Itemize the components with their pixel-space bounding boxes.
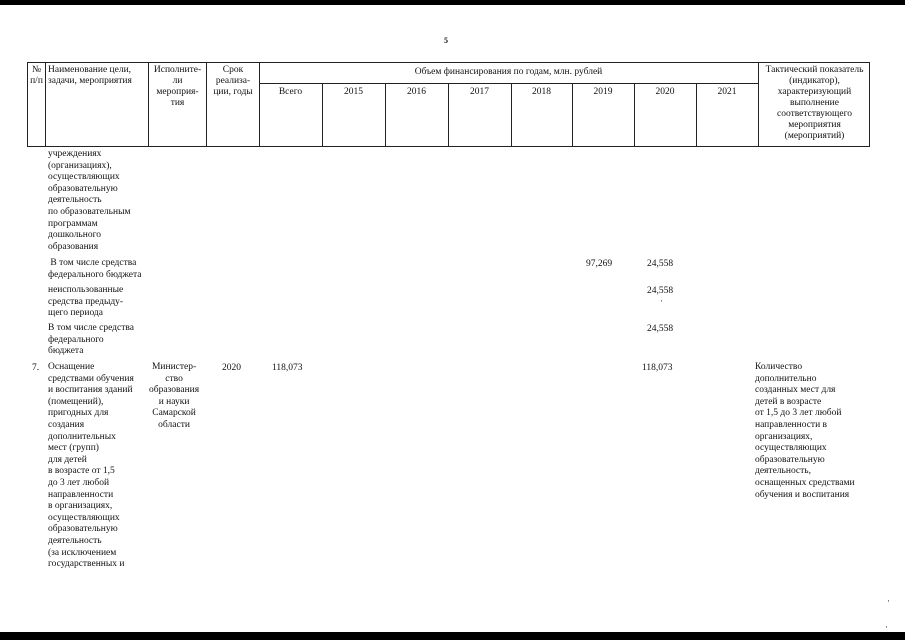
row7-executor: Министер- ство образования и науки Самарской области [149,362,200,430]
header-year-total: Всего [278,87,303,97]
subrow-federal2-label: В том числе средства федерального бюджета [48,323,134,357]
header-year-2020: 2020 [655,87,675,97]
scan-bottom-border [0,632,905,640]
header-executor: Исполните- ли мероприя- тия [153,65,202,108]
header-indicator: Тактический показатель (индикатор), характеризующий выполнение соответствующего мероприятия (мероприятий) [765,65,864,141]
header-term: Срок реализа- ции, годы [213,65,253,97]
header-year-2017: 2017 [470,87,489,97]
scan-speck: · [885,622,888,632]
subrow-federal-label: В том числе средства федерального бюджета [48,258,142,280]
col-divider [45,63,46,146]
row7-number: 7. [32,363,40,373]
row7-term: 2020 [222,363,241,373]
row7-indicator: Количество дополнительно созданных мест для детей в возрасте от 1,5 до 3 лет любой направленности в организациях, осуществляющих образовательную деятельность, оснащенных средствами обучения и воспитания [755,362,855,500]
funding-subheader-line [259,83,758,84]
header-name: Наименование цели, задачи, мероприятия [48,65,132,86]
subrow-federal-2020: 24,558 [647,259,674,269]
scan-speck: · [660,296,663,306]
subrow-unused-label: неиспользованные средства предыду- щего периода [48,285,124,319]
subrow-federal2-2020: 24,558 [647,324,674,334]
row7-2020: 118,073 [642,363,673,373]
subrow-unused-2020: 24,558 [647,286,674,296]
scan-speck: · [887,596,890,606]
header-year-2016: 2016 [407,87,426,97]
header-number: № п/п [30,65,43,86]
header-year-2018: 2018 [532,87,551,97]
page-number: 5 [444,36,448,45]
row7-name: Оснащение средствами обучения и воспитания зданий (помещений), пригодных для создания дополнительных мест (групп) для детей в возрасте от 1,5 до 3 лет любой направленности в организациях, осуществляющих образовательную деятельность (за исключением государственных и [48,362,134,570]
continued-row-name: учреждениях (организациях), осуществляющих образовательную деятельность по образовательным программам дошкольного образования [48,149,131,252]
subrow-federal-2019: 97,269 [586,259,613,269]
header-year-2015: 2015 [344,87,363,97]
table-header [27,62,870,147]
scan-top-border [0,0,905,5]
header-year-2021: 2021 [717,87,737,97]
row7-total: 118,073 [272,363,303,373]
header-year-2019: 2019 [593,87,613,97]
header-funding: Объем финансирования по годам, млн. рублей [414,67,603,77]
